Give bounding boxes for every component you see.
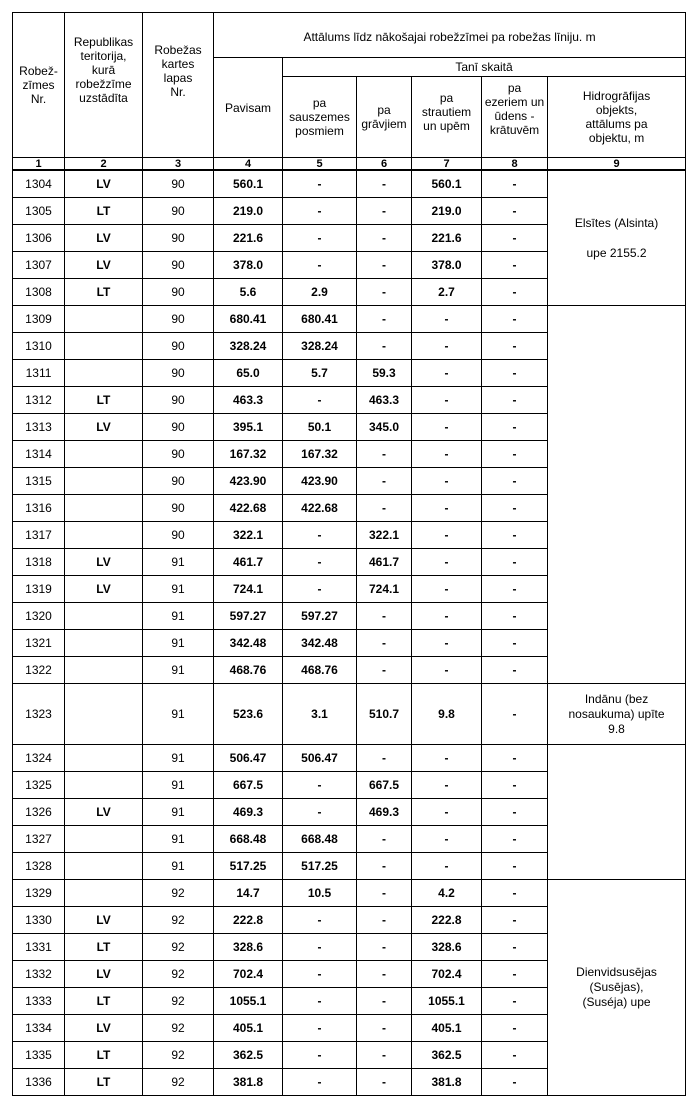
cell-territory: LV	[65, 414, 143, 441]
cell-land: -	[283, 252, 357, 279]
cell-map-sheet: 92	[143, 1069, 214, 1096]
cell-marker-nr: 1318	[13, 549, 65, 576]
cell-streams: -	[412, 441, 482, 468]
cell-ditches: -	[357, 198, 412, 225]
cell-ditches: -	[357, 306, 412, 333]
cell-marker-nr: 1332	[13, 961, 65, 988]
cell-streams: 702.4	[412, 961, 482, 988]
cell-map-sheet: 92	[143, 880, 214, 907]
cell-lakes: -	[482, 1069, 548, 1096]
cell-territory	[65, 360, 143, 387]
cell-total: 328.24	[214, 333, 283, 360]
cell-ditches: -	[357, 170, 412, 198]
cell-land: 10.5	[283, 880, 357, 907]
cell-marker-nr: 1335	[13, 1042, 65, 1069]
header-hydrographic-object: Hidrogrāfijas objekts, attālums pa objektu, m	[548, 77, 686, 158]
cell-ditches: -	[357, 1042, 412, 1069]
cell-marker-nr: 1314	[13, 441, 65, 468]
cell-territory	[65, 333, 143, 360]
cell-total: 378.0	[214, 252, 283, 279]
cell-marker-nr: 1319	[13, 576, 65, 603]
cell-map-sheet: 90	[143, 170, 214, 198]
cell-ditches: -	[357, 1069, 412, 1096]
cell-total: 724.1	[214, 576, 283, 603]
header-map-sheet-nr: Robežas kartes lapas Nr.	[143, 13, 214, 158]
cell-land: -	[283, 907, 357, 934]
cell-total: 65.0	[214, 360, 283, 387]
cell-total: 597.27	[214, 603, 283, 630]
cell-marker-nr: 1333	[13, 988, 65, 1015]
cell-territory: LT	[65, 198, 143, 225]
cell-streams: 9.8	[412, 684, 482, 745]
cell-lakes: -	[482, 657, 548, 684]
table-row	[13, 880, 686, 907]
cell-land: -	[283, 772, 357, 799]
cell-land: 517.25	[283, 853, 357, 880]
cell-lakes: -	[482, 961, 548, 988]
cell-lakes: -	[482, 853, 548, 880]
cell-total: 322.1	[214, 522, 283, 549]
cell-lakes: -	[482, 934, 548, 961]
cell-total: 381.8	[214, 1069, 283, 1096]
cell-total: 560.1	[214, 170, 283, 198]
cell-map-sheet: 92	[143, 988, 214, 1015]
cell-ditches: 463.3	[357, 387, 412, 414]
cell-ditches: 345.0	[357, 414, 412, 441]
cell-streams: -	[412, 468, 482, 495]
cell-streams: -	[412, 745, 482, 772]
cell-total: 219.0	[214, 198, 283, 225]
cell-territory: LV	[65, 1015, 143, 1042]
cell-lakes: -	[482, 549, 548, 576]
cell-total: 469.3	[214, 799, 283, 826]
cell-land: 468.76	[283, 657, 357, 684]
cell-streams: 405.1	[412, 1015, 482, 1042]
cell-total: 461.7	[214, 549, 283, 576]
cell-lakes: -	[482, 414, 548, 441]
cell-marker-nr: 1322	[13, 657, 65, 684]
cell-territory	[65, 522, 143, 549]
cell-marker-nr: 1323	[13, 684, 65, 745]
cell-ditches: -	[357, 468, 412, 495]
cell-lakes: -	[482, 684, 548, 745]
cell-ditches: 667.5	[357, 772, 412, 799]
cell-marker-nr: 1327	[13, 826, 65, 853]
cell-land: 597.27	[283, 603, 357, 630]
cell-map-sheet: 90	[143, 252, 214, 279]
cell-map-sheet: 90	[143, 468, 214, 495]
column-number: 3	[143, 158, 214, 171]
cell-map-sheet: 91	[143, 745, 214, 772]
cell-territory: LV	[65, 252, 143, 279]
table-row	[13, 684, 686, 745]
cell-ditches: -	[357, 880, 412, 907]
cell-ditches: -	[357, 961, 412, 988]
cell-territory	[65, 306, 143, 333]
cell-territory	[65, 603, 143, 630]
cell-land: 50.1	[283, 414, 357, 441]
header-marker-nr: Robež- zīmes Nr.	[13, 13, 65, 158]
cell-land: 506.47	[283, 745, 357, 772]
column-number: 2	[65, 158, 143, 171]
cell-territory: LT	[65, 934, 143, 961]
cell-land: 167.32	[283, 441, 357, 468]
border-marks-table	[12, 12, 686, 1096]
cell-streams: -	[412, 495, 482, 522]
cell-land: 342.48	[283, 630, 357, 657]
cell-streams: 221.6	[412, 225, 482, 252]
column-number: 1	[13, 158, 65, 171]
cell-ditches: -	[357, 630, 412, 657]
cell-total: 517.25	[214, 853, 283, 880]
cell-map-sheet: 91	[143, 576, 214, 603]
cell-territory	[65, 745, 143, 772]
cell-map-sheet: 90	[143, 360, 214, 387]
cell-land: -	[283, 170, 357, 198]
cell-ditches: 461.7	[357, 549, 412, 576]
header-distance-group: Attālums līdz nākošajai robežzīmei pa robežas līniju. m	[214, 13, 686, 58]
cell-map-sheet: 90	[143, 495, 214, 522]
table-body	[13, 170, 686, 1096]
cell-land: 422.68	[283, 495, 357, 522]
cell-total: 667.5	[214, 772, 283, 799]
cell-map-sheet: 91	[143, 853, 214, 880]
cell-lakes: -	[482, 495, 548, 522]
cell-land: 3.1	[283, 684, 357, 745]
cell-marker-nr: 1310	[13, 333, 65, 360]
cell-land: -	[283, 522, 357, 549]
cell-territory	[65, 657, 143, 684]
cell-hydrographic-object: Dienvidsusējas (Susējas), (Suséja) upe	[548, 880, 686, 1096]
cell-lakes: -	[482, 576, 548, 603]
header-total: Pavisam	[214, 58, 283, 158]
cell-land: -	[283, 934, 357, 961]
cell-lakes: -	[482, 441, 548, 468]
cell-lakes: -	[482, 603, 548, 630]
cell-territory: LT	[65, 1069, 143, 1096]
cell-streams: -	[412, 333, 482, 360]
cell-total: 668.48	[214, 826, 283, 853]
cell-map-sheet: 91	[143, 657, 214, 684]
cell-marker-nr: 1325	[13, 772, 65, 799]
cell-land: -	[283, 549, 357, 576]
cell-map-sheet: 92	[143, 934, 214, 961]
column-number: 6	[357, 158, 412, 171]
cell-map-sheet: 91	[143, 684, 214, 745]
cell-streams: -	[412, 360, 482, 387]
cell-territory: LV	[65, 576, 143, 603]
cell-land: -	[283, 988, 357, 1015]
cell-land: -	[283, 1042, 357, 1069]
cell-territory	[65, 684, 143, 745]
header-ditches: pa grāvjiem	[357, 77, 412, 158]
cell-territory	[65, 630, 143, 657]
cell-ditches: 510.7	[357, 684, 412, 745]
cell-total: 395.1	[214, 414, 283, 441]
cell-lakes: -	[482, 333, 548, 360]
cell-map-sheet: 90	[143, 306, 214, 333]
cell-lakes: -	[482, 170, 548, 198]
cell-ditches: -	[357, 657, 412, 684]
cell-territory	[65, 495, 143, 522]
column-number: 9	[548, 158, 686, 171]
cell-land: -	[283, 198, 357, 225]
cell-streams: 381.8	[412, 1069, 482, 1096]
header-republic-territory: Republikas teritorija, kurā robežzīme uzstādīta	[65, 13, 143, 158]
cell-lakes: -	[482, 880, 548, 907]
cell-map-sheet: 92	[143, 961, 214, 988]
cell-streams: 222.8	[412, 907, 482, 934]
cell-lakes: -	[482, 468, 548, 495]
cell-streams: -	[412, 826, 482, 853]
cell-marker-nr: 1328	[13, 853, 65, 880]
cell-territory	[65, 826, 143, 853]
cell-lakes: -	[482, 988, 548, 1015]
cell-marker-nr: 1329	[13, 880, 65, 907]
cell-ditches: 469.3	[357, 799, 412, 826]
cell-marker-nr: 1315	[13, 468, 65, 495]
cell-map-sheet: 92	[143, 1015, 214, 1042]
cell-total: 680.41	[214, 306, 283, 333]
cell-lakes: -	[482, 387, 548, 414]
cell-territory: LV	[65, 907, 143, 934]
cell-streams: 328.6	[412, 934, 482, 961]
cell-total: 342.48	[214, 630, 283, 657]
cell-territory: LV	[65, 170, 143, 198]
cell-marker-nr: 1304	[13, 170, 65, 198]
header-of-which: Tanī skaitā	[283, 58, 686, 77]
cell-land: 5.7	[283, 360, 357, 387]
cell-territory: LT	[65, 988, 143, 1015]
cell-streams: -	[412, 549, 482, 576]
cell-total: 1055.1	[214, 988, 283, 1015]
cell-territory	[65, 441, 143, 468]
cell-land: -	[283, 1069, 357, 1096]
cell-territory: LV	[65, 961, 143, 988]
cell-streams: 219.0	[412, 198, 482, 225]
cell-territory	[65, 853, 143, 880]
cell-marker-nr: 1326	[13, 799, 65, 826]
cell-total: 328.6	[214, 934, 283, 961]
cell-marker-nr: 1316	[13, 495, 65, 522]
table-header	[13, 13, 686, 171]
cell-ditches: -	[357, 333, 412, 360]
cell-lakes: -	[482, 826, 548, 853]
cell-hydrographic-object	[548, 745, 686, 880]
column-number: 4	[214, 158, 283, 171]
cell-map-sheet: 90	[143, 333, 214, 360]
cell-lakes: -	[482, 252, 548, 279]
cell-map-sheet: 91	[143, 826, 214, 853]
cell-map-sheet: 90	[143, 414, 214, 441]
cell-map-sheet: 91	[143, 603, 214, 630]
cell-streams: -	[412, 603, 482, 630]
column-number: 8	[482, 158, 548, 171]
cell-streams: -	[412, 799, 482, 826]
cell-territory	[65, 772, 143, 799]
cell-land: -	[283, 1015, 357, 1042]
cell-marker-nr: 1306	[13, 225, 65, 252]
cell-lakes: -	[482, 360, 548, 387]
cell-total: 506.47	[214, 745, 283, 772]
column-number: 5	[283, 158, 357, 171]
cell-land: 423.90	[283, 468, 357, 495]
header-land-sections: pa sauszemes posmiem	[283, 77, 357, 158]
cell-hydrographic-object: Elsītes (Alsinta) upe 2155.2	[548, 170, 686, 306]
cell-ditches: -	[357, 934, 412, 961]
cell-streams: 362.5	[412, 1042, 482, 1069]
cell-map-sheet: 90	[143, 225, 214, 252]
cell-marker-nr: 1330	[13, 907, 65, 934]
cell-total: 405.1	[214, 1015, 283, 1042]
cell-map-sheet: 90	[143, 441, 214, 468]
cell-territory: LV	[65, 549, 143, 576]
cell-ditches: -	[357, 745, 412, 772]
cell-land: 680.41	[283, 306, 357, 333]
cell-land: -	[283, 961, 357, 988]
cell-ditches: 322.1	[357, 522, 412, 549]
cell-territory	[65, 468, 143, 495]
cell-marker-nr: 1313	[13, 414, 65, 441]
cell-ditches: -	[357, 252, 412, 279]
cell-ditches: -	[357, 603, 412, 630]
cell-marker-nr: 1307	[13, 252, 65, 279]
cell-streams: -	[412, 387, 482, 414]
cell-total: 14.7	[214, 880, 283, 907]
cell-lakes: -	[482, 799, 548, 826]
cell-streams: -	[412, 853, 482, 880]
cell-streams: 4.2	[412, 880, 482, 907]
cell-marker-nr: 1317	[13, 522, 65, 549]
cell-total: 422.68	[214, 495, 283, 522]
column-number: 7	[412, 158, 482, 171]
cell-marker-nr: 1321	[13, 630, 65, 657]
cell-marker-nr: 1308	[13, 279, 65, 306]
cell-ditches: -	[357, 495, 412, 522]
cell-lakes: -	[482, 907, 548, 934]
cell-lakes: -	[482, 745, 548, 772]
cell-lakes: -	[482, 225, 548, 252]
cell-marker-nr: 1312	[13, 387, 65, 414]
cell-ditches: -	[357, 279, 412, 306]
cell-land: -	[283, 225, 357, 252]
cell-marker-nr: 1311	[13, 360, 65, 387]
cell-total: 702.4	[214, 961, 283, 988]
cell-land: -	[283, 387, 357, 414]
cell-ditches: 59.3	[357, 360, 412, 387]
cell-ditches: -	[357, 907, 412, 934]
cell-streams: -	[412, 414, 482, 441]
cell-land: 2.9	[283, 279, 357, 306]
cell-total: 221.6	[214, 225, 283, 252]
cell-hydrographic-object	[548, 306, 686, 684]
cell-map-sheet: 90	[143, 279, 214, 306]
cell-ditches: -	[357, 826, 412, 853]
cell-territory: LV	[65, 799, 143, 826]
cell-map-sheet: 90	[143, 522, 214, 549]
cell-total: 463.3	[214, 387, 283, 414]
cell-marker-nr: 1336	[13, 1069, 65, 1096]
cell-streams: 2.7	[412, 279, 482, 306]
cell-streams: -	[412, 576, 482, 603]
cell-territory: LT	[65, 387, 143, 414]
cell-map-sheet: 90	[143, 387, 214, 414]
cell-ditches: -	[357, 853, 412, 880]
cell-streams: 560.1	[412, 170, 482, 198]
cell-map-sheet: 91	[143, 549, 214, 576]
cell-land: -	[283, 799, 357, 826]
cell-territory: LT	[65, 1042, 143, 1069]
cell-map-sheet: 91	[143, 799, 214, 826]
cell-map-sheet: 90	[143, 198, 214, 225]
cell-total: 362.5	[214, 1042, 283, 1069]
cell-ditches: -	[357, 441, 412, 468]
table-row	[13, 745, 686, 772]
table-row	[13, 306, 686, 333]
cell-marker-nr: 1320	[13, 603, 65, 630]
cell-marker-nr: 1309	[13, 306, 65, 333]
cell-ditches: -	[357, 225, 412, 252]
cell-land: 668.48	[283, 826, 357, 853]
cell-territory	[65, 880, 143, 907]
table-row	[13, 170, 686, 198]
cell-streams: -	[412, 630, 482, 657]
cell-lakes: -	[482, 522, 548, 549]
cell-streams: -	[412, 772, 482, 799]
cell-territory: LT	[65, 279, 143, 306]
header-streams-rivers: pa strautiem un upēm	[412, 77, 482, 158]
cell-streams: 1055.1	[412, 988, 482, 1015]
cell-streams: -	[412, 657, 482, 684]
cell-lakes: -	[482, 1042, 548, 1069]
cell-streams: 378.0	[412, 252, 482, 279]
cell-marker-nr: 1305	[13, 198, 65, 225]
cell-lakes: -	[482, 198, 548, 225]
cell-land: -	[283, 576, 357, 603]
cell-total: 167.32	[214, 441, 283, 468]
cell-map-sheet: 91	[143, 772, 214, 799]
header-lakes-reservoirs: pa ezeriem un ūdens - krātuvēm	[482, 77, 548, 158]
cell-lakes: -	[482, 306, 548, 333]
cell-ditches: -	[357, 1015, 412, 1042]
cell-territory: LV	[65, 225, 143, 252]
cell-marker-nr: 1324	[13, 745, 65, 772]
cell-total: 468.76	[214, 657, 283, 684]
cell-ditches: -	[357, 988, 412, 1015]
cell-marker-nr: 1334	[13, 1015, 65, 1042]
cell-map-sheet: 91	[143, 630, 214, 657]
cell-streams: -	[412, 306, 482, 333]
cell-lakes: -	[482, 772, 548, 799]
cell-land: 328.24	[283, 333, 357, 360]
cell-lakes: -	[482, 630, 548, 657]
cell-total: 5.6	[214, 279, 283, 306]
cell-marker-nr: 1331	[13, 934, 65, 961]
cell-total: 222.8	[214, 907, 283, 934]
cell-streams: -	[412, 522, 482, 549]
cell-map-sheet: 92	[143, 1042, 214, 1069]
cell-hydrographic-object: Indānu (bez nosaukuma) upīte 9.8	[548, 684, 686, 745]
cell-lakes: -	[482, 1015, 548, 1042]
cell-total: 423.90	[214, 468, 283, 495]
cell-ditches: 724.1	[357, 576, 412, 603]
cell-lakes: -	[482, 279, 548, 306]
cell-total: 523.6	[214, 684, 283, 745]
cell-map-sheet: 92	[143, 907, 214, 934]
